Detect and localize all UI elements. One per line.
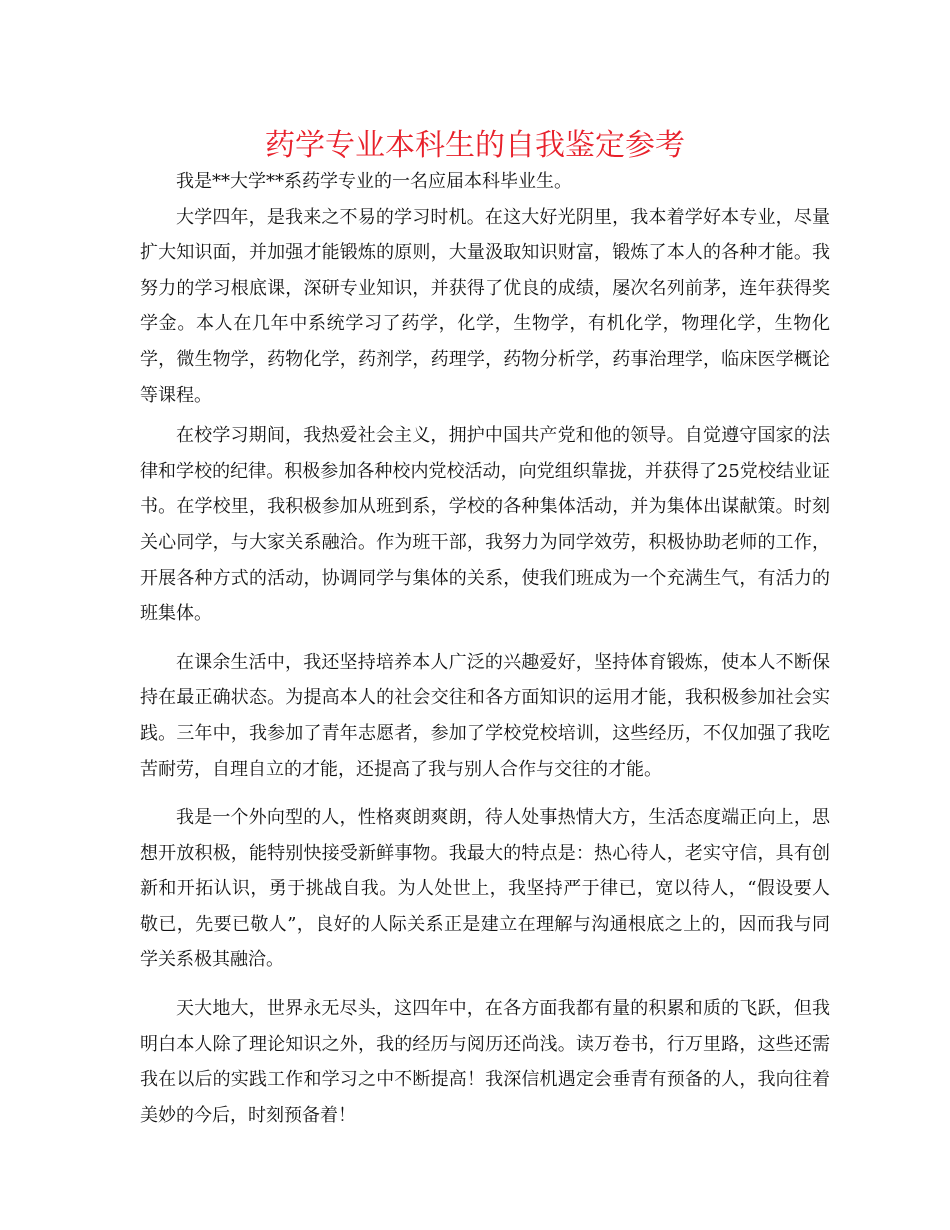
paragraph-politics: 在校学习期间，我热爱社会主义，拥护中国共产党和他的领导。自觉遵守国家的法律和学校的纪律。积极参加各种校内党校活动，向党组织靠拢，并获得了25党校结业证书。在学校里，我积极参加从班到系，学校的各种集体活动，并为集体出谋献策。时刻关心同学，与大家关系融洽。作为班干部，我努力为同学效劳，积极协助老师的工作，开展各种方式的活动，协调同学与集体的关系，使我们班成为一个充满生气，有活力的班集体。 xyxy=(140,425,830,625)
paragraph-study: 大学四年，是我来之不易的学习时机。在这大好光阴里，我本着学好本专业，尽量扩大知识面，并加强才能锻炼的原则，大量汲取知识财富，锻炼了本人的各种才能。我努力的学习根底课，深研专业知识，并获得了优良的成绩，屡次名列前茅，连年获得奖学金。本人在几年中系统学习了药学，化学，生物学，有机化学，物理化学，生物化学，微生物学，药物化学，药剂学，药理学，药物分析学，药事治理学，临床医学概论等课程。 xyxy=(140,206,830,406)
document-body xyxy=(140,164,830,1146)
paragraph-activities: 在课余生活中，我还坚持培养本人广泛的兴趣爱好，坚持体育锻炼，使本人不断保持在最正确状态。为提高本人的社会交往和各方面知识的运用才能，我积极参加社会实践。三年中，我参加了青年志愿者，参加了学校党校培训，这些经历，不仅加强了我吃苦耐劳，自理自立的才能，还提高了我与别人合作与交往的才能。 xyxy=(140,651,830,780)
document-title: 药学专业本科生的自我鉴定参考 xyxy=(265,128,685,163)
paragraph-intro: 我是**大学**系药学专业的一名应届本科毕业生。 xyxy=(176,171,572,192)
paragraph-conclusion: 天大地大，世界永无尽头，这四年中，在各方面我都有量的积累和质的飞跃，但我明白本人除了理论知识之外，我的经历与阅历还尚浅。读万卷书，行万里路，这些还需我在以后的实践工作和学习之中不断提高！我深信机遇定会垂青有预备的人，我向往着美妙的今后，时刻预备着！ xyxy=(140,998,830,1126)
paragraph-personality: 我是一个外向型的人，性格爽朗爽朗，待人处事热情大方，生活态度端正向上，思想开放积极，能特别快接受新鲜事物。我最大的特点是：热心待人，老实守信，具有创新和开拓认识，勇于挑战自我。为人处世上，我坚持严于律已，宽以待人，“假设要人敬已，先要已敬人”，良好的人际关系正是建立在理解与沟通根底之上的，因而我与同学关系极其融洽。 xyxy=(140,807,830,971)
